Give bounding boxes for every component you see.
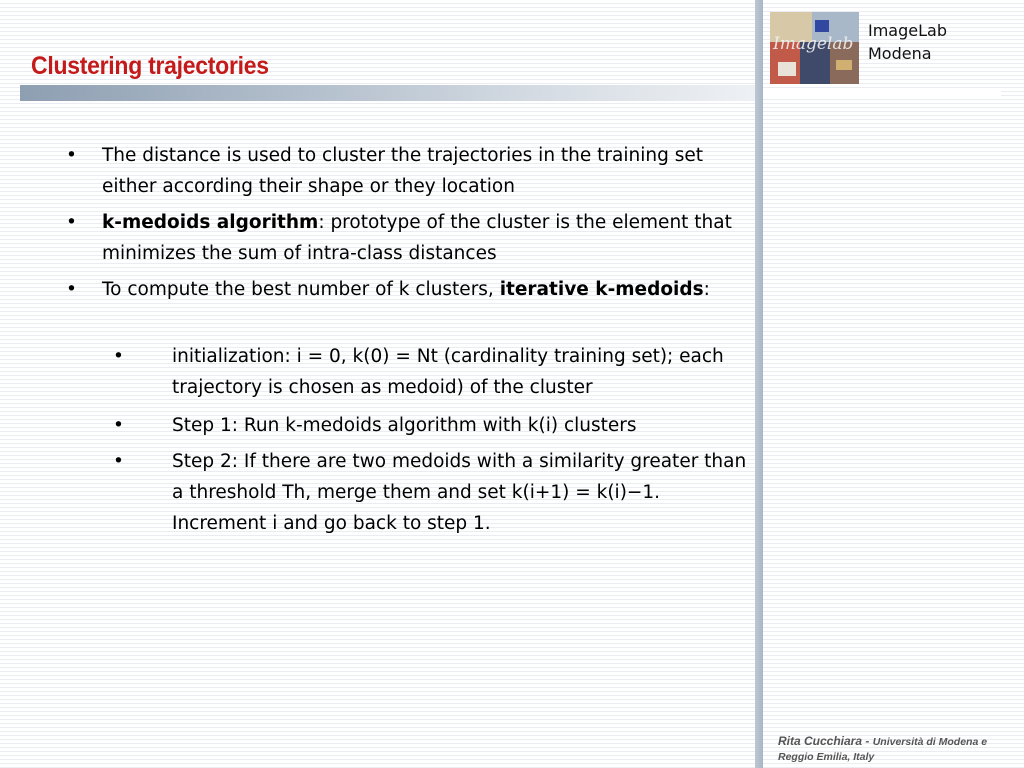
bullet-text: [102, 207, 756, 269]
bullet-text: [172, 410, 756, 441]
bullet-marker: •: [66, 145, 77, 166]
bullet-marker: •: [113, 346, 124, 367]
brand-line-2: Modena: [868, 44, 932, 63]
bullet-text: [172, 446, 756, 539]
footer-affiliation: Università di Modena e Reggio Emilia, Italy: [778, 736, 988, 763]
bullet-text-run: To compute the best number of k clusters,: [102, 279, 500, 300]
bullet-text-run: The distance is used to cluster the trajectories in the training set either according their shape or they location: [102, 145, 703, 197]
slide-title: Clustering trajectories: [31, 52, 269, 80]
bullet-item: [113, 341, 756, 403]
logo-wordmark: Imagelab: [773, 34, 854, 54]
bullet-text: [172, 341, 756, 403]
footer-author: Rita Cucchiara -: [778, 734, 873, 748]
bullet-item: [113, 410, 756, 441]
bullet-text-bold: iterative k-medoids: [499, 279, 704, 300]
bullet-text: [102, 140, 756, 202]
bullet-marker: •: [66, 279, 77, 300]
vertical-divider: [755, 0, 763, 768]
footer-credit: [778, 734, 998, 765]
bullet-item: [66, 274, 756, 305]
bullet-item: [113, 446, 756, 539]
bullet-marker: •: [113, 451, 124, 472]
bullet-text: [102, 274, 756, 305]
title-bar-extension: [763, 88, 1001, 98]
bullet-text-bold: k-medoids algorithm: [102, 212, 319, 233]
brand-line-1: ImageLab: [868, 21, 947, 40]
bullet-marker: •: [113, 415, 124, 436]
bullet-text-run: Step 2: If there are two medoids with a similarity greater than a threshold Th, merge them and set k(i+1) = k(i)−1. Increment i and go back to step 1.: [172, 451, 747, 534]
bullet-marker: •: [66, 212, 77, 233]
bullet-item: [66, 207, 756, 269]
bullet-text-run: Step 1: Run k-medoids algorithm with k(i) clusters: [172, 415, 637, 436]
brand-label: [868, 19, 947, 65]
bullet-text-run: : prototype of the cluster is the element that minimizes the sum of intra-class distances: [102, 212, 732, 264]
bullet-text-run: initialization: i = 0, k(0) = Nt (cardinality training set); each trajectory is chosen as medoid) of the cluster: [172, 346, 724, 398]
title-underline-bar: [20, 85, 755, 101]
bullet-item: [66, 140, 756, 202]
bullet-text-run: :: [703, 279, 710, 300]
